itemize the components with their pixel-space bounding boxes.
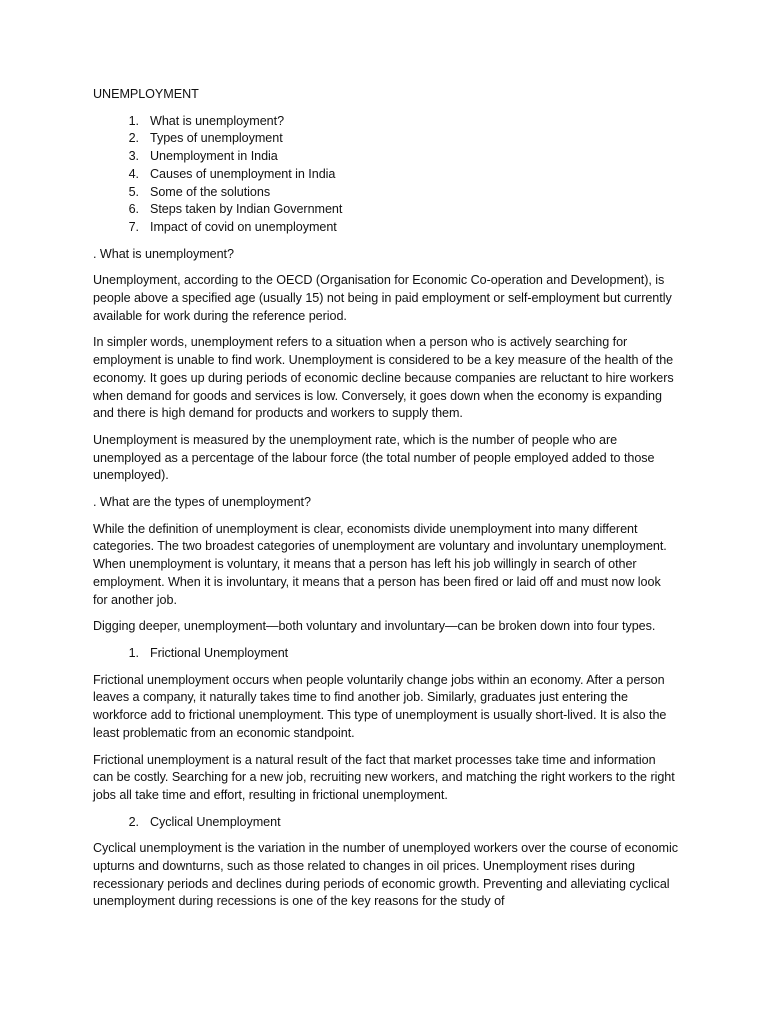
paragraph: Frictional unemployment occurs when people voluntarily change jobs within an economy. After a person leaves a company, it naturally takes time to find another job. Similarly, graduates just entering the workforce add to frictional unemployment. This type of unemployment is usually short-lived. It is also the least problematic from an economic standpoint. (93, 672, 667, 740)
toc-item (93, 130, 678, 148)
subheading-text: Cyclical Unemployment (150, 814, 281, 829)
toc-number: 7. (128, 219, 139, 234)
paragraph: While the definition of unemployment is clear, economists divide unemployment into many different categories. The two broadest categories of unemployment are voluntary and involuntary unemployment. When unemployment is voluntary, it means that a person has left his job willingly in search of other employment. When it is involuntary, it means that a person has been fired or laid off and must now look for another job. (93, 521, 667, 607)
section-heading-types: . What are the types of unemployment? (93, 495, 311, 510)
subheading-frictional (93, 645, 678, 663)
toc-text: Some of the solutions (150, 184, 271, 199)
toc-item (93, 184, 678, 202)
paragraph: In simpler words, unemployment refers to a situation when a person who is actively searching for employment is unable to find work. Unemployment is considered to be a key measure of the health of the economy. It goes up during periods of economic decline because companies are reluctant to hire workers when demand for goods and services is low. Conversely, it goes down when the economy is expanding and there is high demand for products and workers to supply them. (93, 335, 674, 421)
subheading-number: 2. (128, 814, 139, 829)
section-heading-what-is: . What is unemployment? (93, 246, 234, 261)
toc-item (93, 201, 678, 219)
toc-text: Unemployment in India (150, 149, 278, 164)
paragraph: Cyclical unemployment is the variation in the number of unemployed workers over the course of economic upturns and downturns, such as those related to changes in oil prices. Unemployment rises during recessionary periods and declines during periods of economic growth. Preventing and alleviating cyclical unemployment during recessions is one of the key reasons for the study of (93, 841, 678, 909)
paragraph: Frictional unemployment is a natural result of the fact that market processes take time and information can be costly. Searching for a new job, recruiting new workers, and matching the right workers to the right jobs all take time and effort, resulting in frictional unemployment. (93, 752, 675, 802)
toc-number: 1. (128, 113, 139, 128)
toc-number: 3. (128, 149, 139, 164)
toc-number: 5. (128, 184, 139, 199)
document-title: UNEMPLOYMENT (93, 87, 199, 101)
toc-text: Causes of unemployment in India (150, 166, 336, 181)
paragraph: Unemployment, according to the OECD (Organisation for Economic Co-operation and Development), is people above a specified age (usually 15) not being in paid employment or self-employment but currently available for work during the reference period. (93, 273, 672, 323)
toc-text: Impact of covid on unemployment (150, 219, 337, 234)
document-body (93, 86, 678, 920)
toc-text: Types of unemployment (150, 131, 283, 146)
toc-number: 2. (128, 131, 139, 146)
subheading-text: Frictional Unemployment (150, 645, 289, 660)
toc-item (93, 113, 678, 131)
toc-item (93, 148, 678, 166)
paragraph: Unemployment is measured by the unemployment rate, which is the number of people who are unemployed as a percentage of the labour force (the total number of people employed added to those unemployed). (93, 432, 655, 483)
subheading-cyclical (93, 814, 678, 832)
toc-text: What is unemployment? (150, 113, 285, 128)
table-of-contents (93, 113, 678, 237)
toc-text: Steps taken by Indian Government (150, 202, 343, 217)
toc-number: 6. (128, 202, 139, 217)
toc-number: 4. (128, 166, 139, 181)
subheading-number: 1. (128, 645, 139, 660)
paragraph: Digging deeper, unemployment—both voluntary and involuntary—can be broken down into four types. (93, 619, 656, 634)
toc-item (93, 166, 678, 184)
toc-item (93, 219, 678, 237)
